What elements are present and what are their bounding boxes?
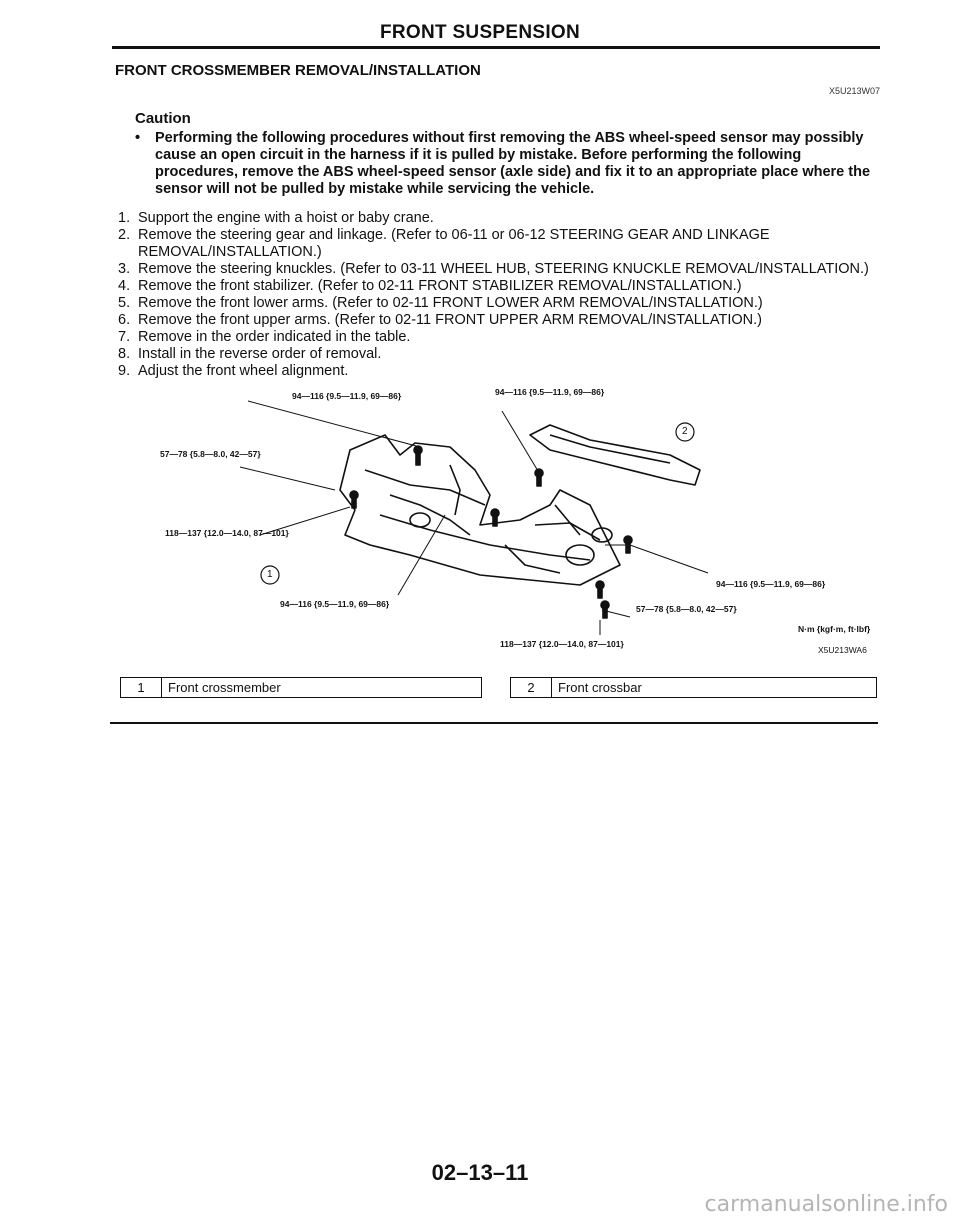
part-number: 1 xyxy=(121,678,162,697)
torque-label: 94—116 {9.5—11.9, 69—86} xyxy=(280,599,390,609)
step-item xyxy=(118,346,888,363)
part-number: 2 xyxy=(511,678,552,697)
step-text: Install in the reverse order of removal. xyxy=(138,346,382,362)
step-text: Remove in the order indicated in the table. xyxy=(138,329,411,345)
parts-table-row-2 xyxy=(510,677,877,698)
step-text: Support the engine with a hoist or baby crane. xyxy=(138,210,434,226)
step-text: Adjust the front wheel alignment. xyxy=(138,363,349,379)
step-number: 2. xyxy=(118,227,131,243)
step-item xyxy=(118,261,888,278)
torque-label: 118—137 {12.0—14.0, 87—101} xyxy=(165,528,289,538)
step-text: Remove the steering knuckles. (Refer to 03-11 WHEEL HUB, STEERING KNUCKLE REMOVAL/INSTALLATION.) xyxy=(138,261,869,277)
step-number: 3. xyxy=(118,261,131,277)
part-name: Front crossmember xyxy=(168,680,281,695)
step-item xyxy=(118,278,888,295)
page-number: 02–13–11 xyxy=(431,1160,529,1185)
step-text: Remove the front upper arms. (Refer to 02-11 FRONT UPPER ARM REMOVAL/INSTALLATION.) xyxy=(138,312,762,328)
page-header-title: FRONT SUSPENSION xyxy=(379,22,581,43)
torque-label: 118—137 {12.0—14.0, 87—101} xyxy=(500,639,624,649)
torque-label: 94—116 {9.5—11.9, 69—86} xyxy=(495,387,605,397)
step-number: 5. xyxy=(118,295,131,311)
caution-heading: Caution xyxy=(135,110,191,127)
caution-text: Performing the following procedures without first removing the ABS wheel-speed sensor may possibly cause an open circuit in the harness if it is pulled by mistake. Before performing the following procedures, remove the ABS wheel-speed sensor (axle side) and fix it to an appropriate place where the sensor will not be pulled by mistake while servicing the vehicle. xyxy=(155,130,871,197)
section-code: X5U213W07 xyxy=(828,86,880,96)
torque-label: 94—116 {9.5—11.9, 69—86} xyxy=(292,391,402,401)
caution-block xyxy=(135,130,875,198)
footer-rule xyxy=(110,722,878,724)
parts-table-row-1 xyxy=(120,677,482,698)
callout-number-1: 1 xyxy=(267,569,273,580)
torque-units-legend: N·m {kgf·m, ft·lbf} xyxy=(798,624,871,634)
bullet-icon: • xyxy=(135,130,141,146)
step-item xyxy=(118,312,888,329)
torque-label: 94—116 {9.5—11.9, 69—86} xyxy=(716,579,826,589)
step-item xyxy=(118,227,888,261)
step-item xyxy=(118,329,888,346)
torque-label: 57—78 {5.8—8.0, 42—57} xyxy=(160,449,261,459)
step-number: 7. xyxy=(118,329,131,345)
step-text: Remove the steering gear and linkage. (Refer to 06-11 or 06-12 STEERING GEAR AND LINKAGE REMOVAL/INSTALLATION.) xyxy=(138,227,770,260)
section-title: FRONT CROSSMEMBER REMOVAL/INSTALLATION xyxy=(115,62,481,79)
step-item xyxy=(118,210,888,227)
step-number: 8. xyxy=(118,346,131,362)
header-rule xyxy=(112,46,880,49)
callout-number-2: 2 xyxy=(682,426,688,437)
watermark: carmanualsonline.info xyxy=(704,1192,948,1217)
step-item xyxy=(118,295,888,312)
step-number: 9. xyxy=(118,363,131,379)
procedure-steps xyxy=(118,210,888,380)
crossmember-diagram xyxy=(150,387,890,665)
step-number: 6. xyxy=(118,312,131,328)
step-number: 1. xyxy=(118,210,131,226)
figure-code: X5U213WA6 xyxy=(818,645,867,655)
step-number: 4. xyxy=(118,278,131,294)
torque-label: 57—78 {5.8—8.0, 42—57} xyxy=(636,604,737,614)
step-text: Remove the front lower arms. (Refer to 02-11 FRONT LOWER ARM REMOVAL/INSTALLATION.) xyxy=(138,295,763,311)
part-name: Front crossbar xyxy=(558,680,642,695)
step-text: Remove the front stabilizer. (Refer to 02-11 FRONT STABILIZER REMOVAL/INSTALLATION.) xyxy=(138,278,742,294)
step-item xyxy=(118,363,888,380)
